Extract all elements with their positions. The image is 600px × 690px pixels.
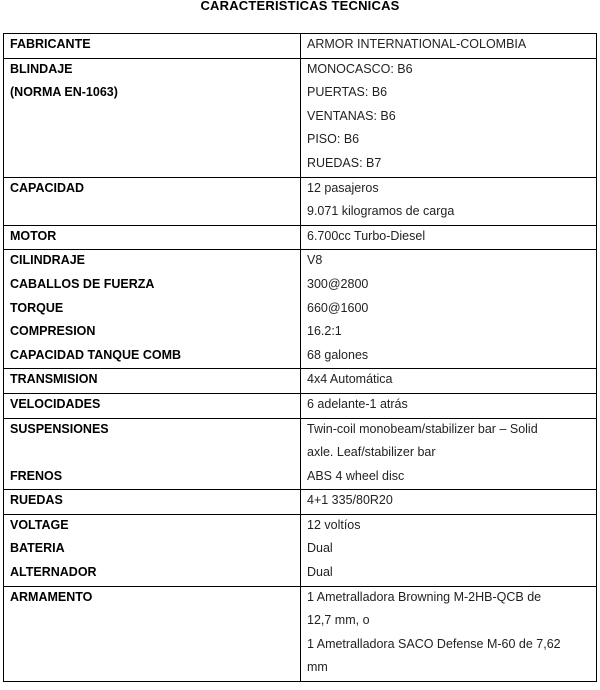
spec-label bbox=[10, 106, 300, 130]
table-row bbox=[4, 490, 597, 515]
spec-label-cell bbox=[4, 225, 301, 250]
spec-label-cell bbox=[4, 250, 301, 369]
table-row bbox=[4, 369, 597, 394]
spec-label-cell bbox=[4, 58, 301, 177]
spec-value: 12 voltíos bbox=[307, 517, 361, 532]
spec-value-cell bbox=[301, 58, 597, 177]
table-row bbox=[4, 34, 597, 59]
spec-value-cell bbox=[301, 177, 597, 225]
spec-label: MOTOR bbox=[10, 228, 57, 243]
spec-value: ABS 4 wheel disc bbox=[307, 468, 405, 483]
spec-label: RUEDAS bbox=[10, 493, 63, 508]
table-row bbox=[4, 418, 597, 490]
table-row bbox=[4, 177, 597, 225]
spec-value: 300@2800 bbox=[307, 276, 369, 291]
spec-value: 4x4 Automática bbox=[307, 372, 393, 387]
table-row bbox=[4, 514, 597, 586]
spec-label: (NORMA EN-1063) bbox=[10, 85, 118, 100]
spec-value: VENTANAS: B6 bbox=[307, 108, 396, 123]
spec-value: 1 Ametralladora Browning M-2HB-QCB de bbox=[307, 589, 542, 604]
spec-value-cell bbox=[301, 490, 597, 515]
table-row bbox=[4, 250, 597, 369]
spec-value-cell bbox=[301, 369, 597, 394]
spec-value: 4+1 335/80R20 bbox=[307, 493, 393, 508]
spec-label: CABALLOS DE FUERZA bbox=[10, 276, 155, 291]
spec-value-cell bbox=[301, 34, 597, 59]
spec-label: ARMAMENTO bbox=[10, 589, 93, 604]
spec-label bbox=[10, 153, 300, 177]
spec-label: TORQUE bbox=[10, 300, 64, 315]
spec-label: COMPRESION bbox=[10, 324, 96, 339]
table-row bbox=[4, 586, 597, 681]
spec-label bbox=[10, 657, 300, 681]
spec-label-cell bbox=[4, 514, 301, 586]
spec-value-cell bbox=[301, 393, 597, 418]
spec-value-cell bbox=[301, 225, 597, 250]
specs-table bbox=[3, 33, 597, 682]
spec-label: VELOCIDADES bbox=[10, 396, 101, 411]
spec-label-cell bbox=[4, 369, 301, 394]
spec-label: TRANSMISION bbox=[10, 372, 98, 387]
spec-value: 1 Ametralladora SACO Defense M-60 de 7,62 bbox=[307, 636, 561, 651]
spec-label-cell bbox=[4, 418, 301, 490]
spec-label: SUSPENSIONES bbox=[10, 421, 109, 436]
spec-label bbox=[10, 201, 300, 225]
spec-label: VOLTAGE bbox=[10, 517, 69, 532]
page-title: CARACTERISTICAS TECNICAS bbox=[200, 0, 400, 13]
spec-value: 6 adelante-1 atrás bbox=[307, 396, 408, 411]
spec-label-cell bbox=[4, 586, 301, 681]
spec-value: MONOCASCO: B6 bbox=[307, 61, 413, 76]
spec-label: CAPACIDAD bbox=[10, 180, 85, 195]
spec-value: 16.2:1 bbox=[307, 324, 342, 339]
spec-value: mm bbox=[307, 660, 328, 675]
spec-label: FABRICANTE bbox=[10, 37, 91, 51]
spec-value: axle. Leaf/stabilizer bar bbox=[307, 445, 436, 460]
spec-value: 12 pasajeros bbox=[307, 180, 379, 195]
specs-table-body bbox=[4, 34, 597, 682]
spec-value: ARMOR INTERNATIONAL-COLOMBIA bbox=[307, 37, 527, 51]
spec-value: V8 bbox=[307, 253, 323, 268]
spec-value: Dual bbox=[307, 565, 333, 580]
table-row bbox=[4, 393, 597, 418]
spec-value-cell bbox=[301, 514, 597, 586]
spec-value: 660@1600 bbox=[307, 300, 369, 315]
spec-value: 12,7 mm, o bbox=[307, 613, 370, 628]
spec-label: ALTERNADOR bbox=[10, 565, 97, 580]
spec-label: BATERIA bbox=[10, 541, 65, 556]
spec-value-cell bbox=[301, 250, 597, 369]
spec-label-cell bbox=[4, 177, 301, 225]
spec-value-cell bbox=[301, 418, 597, 490]
spec-label bbox=[10, 610, 300, 634]
spec-value-cell bbox=[301, 586, 597, 681]
spec-label bbox=[10, 634, 300, 658]
table-row bbox=[4, 225, 597, 250]
spec-value: 6.700cc Turbo-Diesel bbox=[307, 228, 426, 243]
spec-value: RUEDAS: B7 bbox=[307, 155, 382, 170]
spec-value: PUERTAS: B6 bbox=[307, 85, 388, 100]
spec-value: 9.071 kilogramos de carga bbox=[307, 204, 455, 219]
spec-label: BLINDAJE bbox=[10, 61, 73, 76]
spec-label bbox=[10, 129, 300, 153]
spec-label: CILINDRAJE bbox=[10, 253, 86, 268]
spec-value: Twin-coil monobeam/stabilizer bar – Solid bbox=[307, 421, 538, 436]
spec-label-cell bbox=[4, 490, 301, 515]
spec-value: Dual bbox=[307, 541, 333, 556]
spec-label-cell bbox=[4, 393, 301, 418]
spec-value: 68 galones bbox=[307, 347, 369, 362]
spec-label: FRENOS bbox=[10, 468, 63, 483]
spec-label-cell bbox=[4, 34, 301, 59]
spec-label: CAPACIDAD TANQUE COMB bbox=[10, 347, 182, 362]
table-row bbox=[4, 58, 597, 177]
spec-label bbox=[10, 442, 300, 466]
spec-value: PISO: B6 bbox=[307, 132, 360, 147]
